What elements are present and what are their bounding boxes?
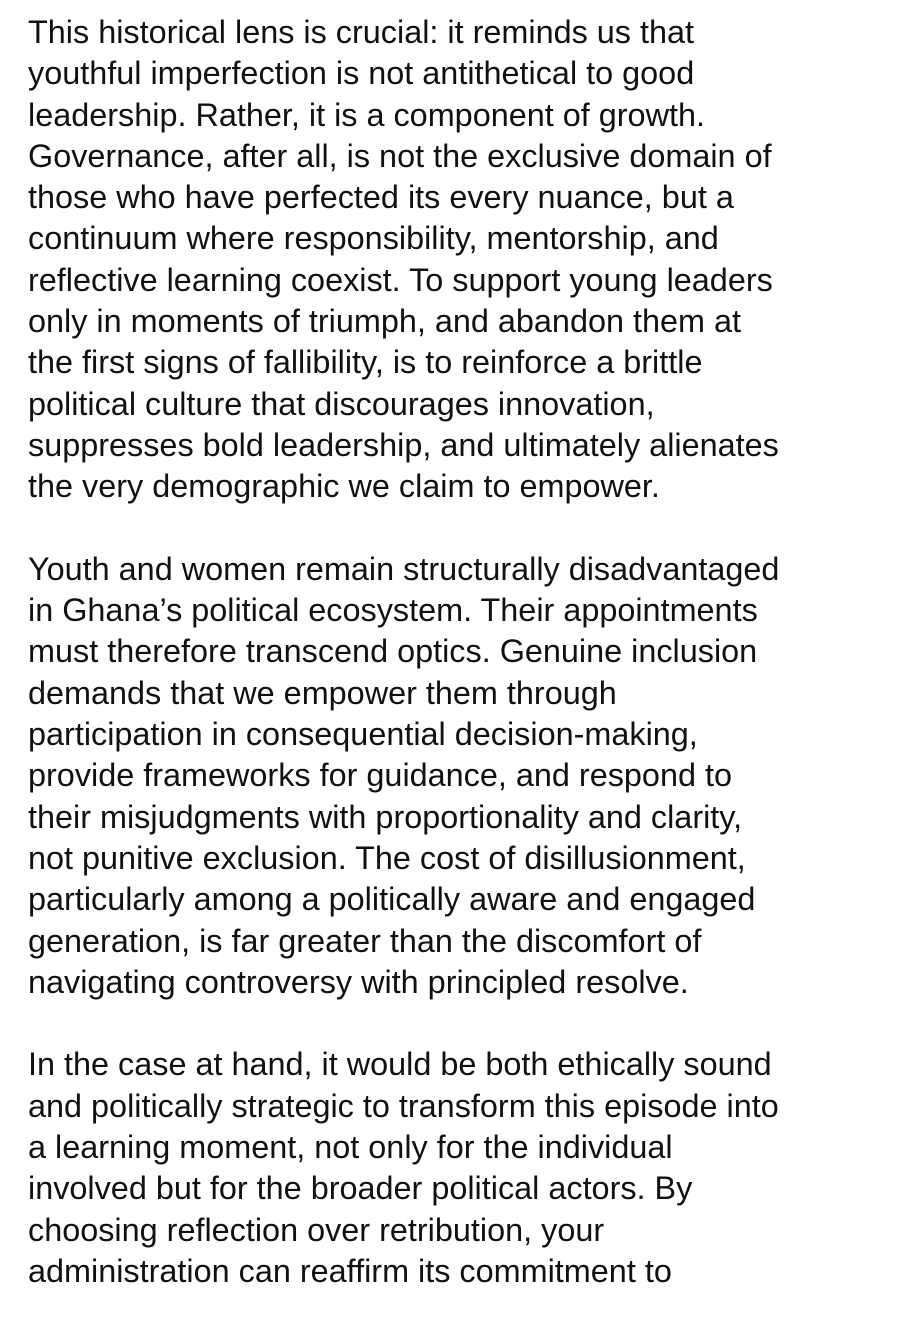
document-body (28, 12, 888, 1334)
text-line: those who have perfected its every nuance, but a (28, 179, 734, 216)
text-line: reflective learning coexist. To support young leaders (28, 261, 773, 298)
text-line: a learning moment, not only for the individual (28, 1129, 673, 1166)
text-line: must therefore transcend optics. Genuine inclusion (28, 633, 758, 670)
text-line: the first signs of fallibility, is to reinforce a brittle (28, 344, 703, 381)
text-line: Youth and women remain structurally disadvantaged (28, 550, 780, 587)
text-line: In the case at hand, it would be both ethically sound (28, 1046, 772, 1083)
text-line: political culture that discourages innovation, (28, 385, 655, 422)
text-line: involved but for the broader political actors. By (28, 1170, 693, 1207)
paragraph-case-at-hand (28, 1044, 888, 1292)
text-line: the very demographic we claim to empower. (28, 468, 660, 505)
text-line: participation in consequential decision-making, (28, 716, 698, 753)
text-line: demands that we empower them through (28, 674, 617, 711)
text-line: suppresses bold leadership, and ultimately alienates (28, 426, 779, 463)
paragraph-historical-lens (28, 12, 888, 508)
text-line: only in moments of triumph, and abandon them at (28, 303, 742, 340)
text-line: in Ghana’s political ecosystem. Their appointments (28, 592, 758, 629)
text-line: provide frameworks for guidance, and respond to (28, 757, 732, 794)
text-line: administration can reaffirm its commitment to (28, 1252, 672, 1289)
text-line: their misjudgments with proportionality and clarity, (28, 798, 743, 835)
text-line: Governance, after all, is not the exclusive domain of (28, 137, 772, 174)
text-line: particularly among a politically aware and engaged (28, 881, 756, 918)
text-line: continuum where responsibility, mentorship, and (28, 220, 719, 257)
text-line: and politically strategic to transform this episode into (28, 1087, 779, 1124)
text-line: navigating controversy with principled resolve. (28, 963, 689, 1000)
text-line: generation, is far greater than the discomfort of (28, 922, 702, 959)
text-line: not punitive exclusion. The cost of disillusionment, (28, 839, 746, 876)
paragraph-youth-and-women (28, 549, 888, 1003)
text-line: choosing reflection over retribution, your (28, 1211, 605, 1248)
text-line: leadership. Rather, it is a component of growth. (28, 96, 705, 133)
text-line: This historical lens is crucial: it reminds us that (28, 14, 695, 50)
text-line: youthful imperfection is not antithetical to good (28, 55, 695, 92)
